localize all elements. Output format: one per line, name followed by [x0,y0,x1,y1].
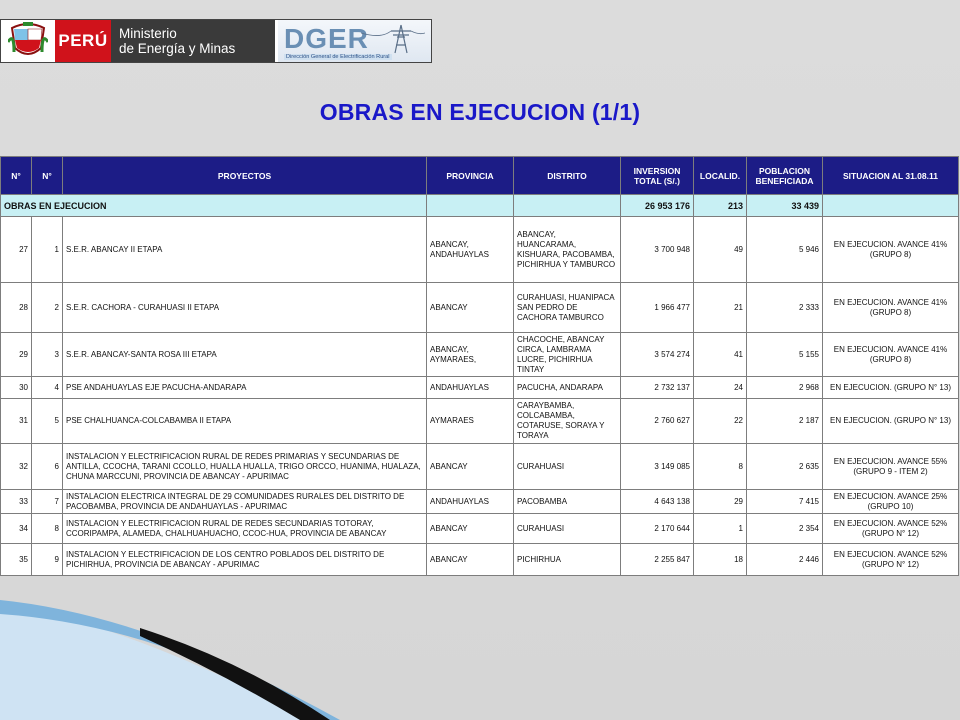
cell-n2: 1 [32,217,63,283]
dger-subtitle: Dirección General de Electrificación Rural [286,54,390,60]
cell-n1: 30 [1,377,32,399]
cell-localid: 29 [694,490,747,514]
cell-proyecto: INSTALACION Y ELECTRIFICACION RURAL DE REDES SECUNDARIAS TOTORAY, CCORIPAMPA, ALAMEDA, CHALHUAHUACHO, CCOC-HUA, PROVINCIA DE ABANCAY [63,514,427,544]
cell-localid: 49 [694,217,747,283]
coat-of-arms-icon [1,20,55,62]
table-row [1,444,959,490]
cell-n2: 7 [32,490,63,514]
cell-distrito: ABANCAY, HUANCARAMA, KISHUARA, PACOBAMBA, PICHIRHUA Y TAMBURCO [514,217,621,283]
cell-situacion: EN EJECUCION. (GRUPO N° 13) [823,377,959,399]
cell-poblacion: 2 187 [747,399,823,444]
ministry-line-1: Ministerio [119,26,177,41]
cell-provincia: ANDAHUAYLAS [427,490,514,514]
table-row [1,544,959,576]
cell-distrito: CURAHUASI, HUANIPACA SAN PEDRO DE CACHORA TAMBURCO [514,283,621,333]
section-empty-situacion [823,195,959,217]
section-empty-provincia [427,195,514,217]
dger-logo [275,20,431,62]
cell-distrito: PACOBAMBA [514,490,621,514]
cell-situacion: EN EJECUCION. AVANCE 52% (GRUPO N° 12) [823,544,959,576]
cell-n1: 28 [1,283,32,333]
cell-n1: 33 [1,490,32,514]
table-row [1,333,959,377]
cell-distrito: CURAHUASI [514,514,621,544]
cell-situacion: EN EJECUCION. AVANCE 41% (GRUPO 8) [823,333,959,377]
cell-distrito: CURAHUASI [514,444,621,490]
cell-poblacion: 5 155 [747,333,823,377]
header-provincia: PROVINCIA [427,157,514,195]
header-situacion: SITUACION AL 31.08.11 [823,157,959,195]
cell-situacion: EN EJECUCION. AVANCE 25% (GRUPO 10) [823,490,959,514]
cell-situacion: EN EJECUCION. AVANCE 55% (GRUPO 9 - ITEM 2) [823,444,959,490]
cell-provincia: ABANCAY, AYMARAES, [427,333,514,377]
cell-proyecto: PSE ANDAHUAYLAS EJE PACUCHA-ANDARAPA [63,377,427,399]
cell-n2: 5 [32,399,63,444]
cell-n2: 8 [32,514,63,544]
section-poblacion: 33 439 [747,195,823,217]
table-row [1,514,959,544]
dger-label: DGER [284,23,369,54]
cell-provincia: AYMARAES [427,399,514,444]
cell-situacion: EN EJECUCION. AVANCE 41% (GRUPO 8) [823,283,959,333]
cell-localid: 22 [694,399,747,444]
cell-distrito: PACUCHA, ANDARAPA [514,377,621,399]
cell-localid: 1 [694,514,747,544]
cell-n1: 29 [1,333,32,377]
cell-inversion: 2 255 847 [621,544,694,576]
cell-distrito: PICHIRHUA [514,544,621,576]
cell-localid: 18 [694,544,747,576]
table-row [1,283,959,333]
peru-label: PERÚ [55,20,111,62]
cell-proyecto: S.E.R. ABANCAY-SANTA ROSA III ETAPA [63,333,427,377]
cell-n2: 2 [32,283,63,333]
header-n2: N° [32,157,63,195]
cell-n1: 31 [1,399,32,444]
header-distrito: DISTRITO [514,157,621,195]
cell-n2: 3 [32,333,63,377]
section-row [1,195,959,217]
ministry-name [111,20,275,62]
table-row [1,490,959,514]
header-proyectos: PROYECTOS [63,157,427,195]
header-poblacion: POBLACION BENEFICIADA [747,157,823,195]
table-header-row [1,157,959,195]
ministry-line-2: de Energía y Minas [119,41,236,56]
cell-localid: 41 [694,333,747,377]
cell-provincia: ABANCAY, ANDAHUAYLAS [427,217,514,283]
cell-proyecto: INSTALACION ELECTRICA INTEGRAL DE 29 COMUNIDADES RURALES DEL DISTRITO DE PACOBAMBA, PROVINCIA DE ANDAHUAYLAS - APURIMAC [63,490,427,514]
section-localid: 213 [694,195,747,217]
cell-localid: 21 [694,283,747,333]
cell-situacion: EN EJECUCION. (GRUPO N° 13) [823,399,959,444]
header-localid: LOCALID. [694,157,747,195]
cell-distrito: CHACOCHE, ABANCAY CIRCA, LAMBRAMA LUCRE, PICHIRHUA TINTAY [514,333,621,377]
cell-poblacion: 2 635 [747,444,823,490]
cell-inversion: 1 966 477 [621,283,694,333]
cell-proyecto: PSE CHALHUANCA-COLCABAMBA II ETAPA [63,399,427,444]
cell-n1: 34 [1,514,32,544]
cell-inversion: 3 149 085 [621,444,694,490]
power-tower-icon [361,23,425,55]
cell-localid: 24 [694,377,747,399]
cell-inversion: 2 760 627 [621,399,694,444]
cell-poblacion: 5 946 [747,217,823,283]
projects-table-wrapper [0,156,958,576]
cell-provincia: ANDAHUAYLAS [427,377,514,399]
cell-poblacion: 2 333 [747,283,823,333]
cell-poblacion: 2 968 [747,377,823,399]
section-empty-distrito [514,195,621,217]
cell-inversion: 3 574 274 [621,333,694,377]
cell-provincia: ABANCAY [427,283,514,333]
cell-n1: 32 [1,444,32,490]
cell-poblacion: 7 415 [747,490,823,514]
table-row [1,217,959,283]
decorative-swoosh [0,600,960,720]
cell-proyecto: S.E.R. ABANCAY II ETAPA [63,217,427,283]
cell-n2: 4 [32,377,63,399]
cell-inversion: 3 700 948 [621,217,694,283]
cell-proyecto: INSTALACION Y ELECTRIFICACION RURAL DE REDES PRIMARIAS Y SECUNDARIAS DE ANTILLA, CCOCHA, TARANI CCOLLO, HUALLA HUALLA, TRIGO ORCCO, HUANIMA, HUALAZA, CHUNA MARCCUNI, PROVINCIA DE ABANCAY - APURIMAC [63,444,427,490]
cell-proyecto: S.E.R. CACHORA - CURAHUASI II ETAPA [63,283,427,333]
cell-poblacion: 2 354 [747,514,823,544]
section-label: OBRAS EN EJECUCION [1,195,427,217]
cell-inversion: 4 643 138 [621,490,694,514]
header-inversion: INVERSION TOTAL (S/.) [621,157,694,195]
cell-inversion: 2 732 137 [621,377,694,399]
projects-table [0,156,959,576]
cell-inversion: 2 170 644 [621,514,694,544]
cell-provincia: ABANCAY [427,444,514,490]
cell-n1: 27 [1,217,32,283]
section-inversion: 26 953 176 [621,195,694,217]
cell-proyecto: INSTALACION Y ELECTRIFICACION DE LOS CENTRO POBLADOS DEL DISTRITO DE PICHIRHUA, PROVINCIA DE ABANCAY - APURIMAC [63,544,427,576]
cell-situacion: EN EJECUCION. AVANCE 41% (GRUPO 8) [823,217,959,283]
table-row [1,399,959,444]
cell-poblacion: 2 446 [747,544,823,576]
cell-provincia: ABANCAY [427,544,514,576]
table-row [1,377,959,399]
cell-n2: 9 [32,544,63,576]
cell-n1: 35 [1,544,32,576]
page-title: OBRAS EN EJECUCION (1/1) [319,99,641,125]
header-n1: N° [1,157,32,195]
cell-localid: 8 [694,444,747,490]
cell-situacion: EN EJECUCION. AVANCE 52% (GRUPO N° 12) [823,514,959,544]
ministry-logo-bar [0,19,432,63]
cell-provincia: ABANCAY [427,514,514,544]
cell-distrito: CARAYBAMBA, COLCABAMBA, COTARUSE, SORAYA Y TORAYA [514,399,621,444]
cell-n2: 6 [32,444,63,490]
